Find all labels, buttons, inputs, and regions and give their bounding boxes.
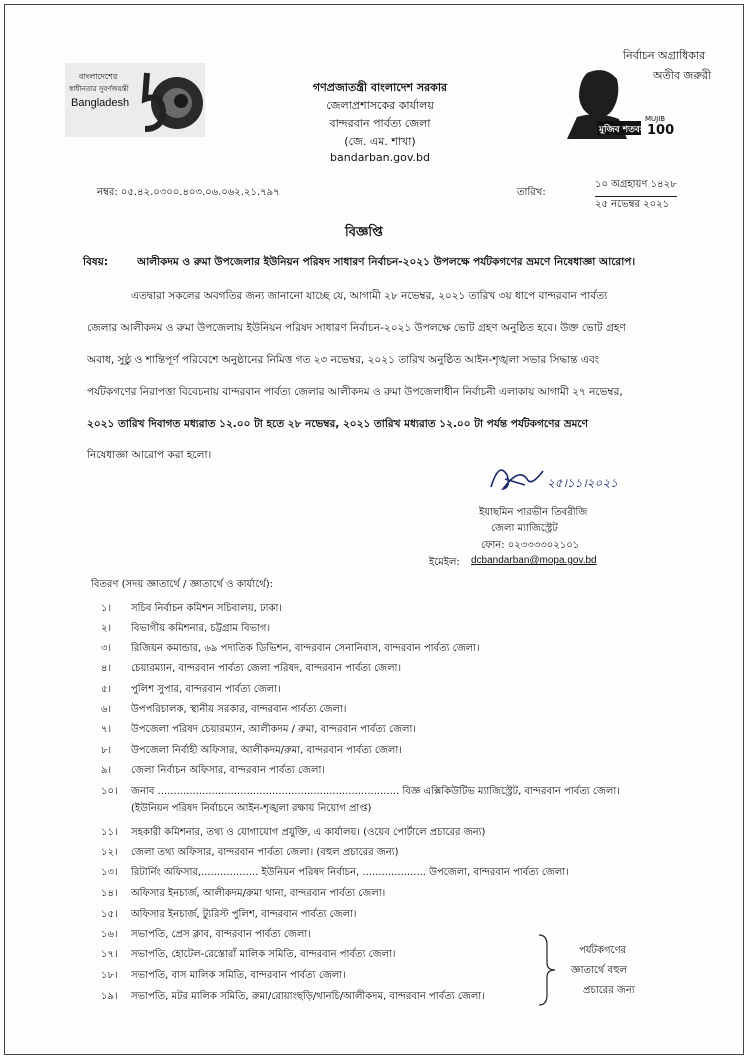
body-line-1: এতদ্বারা সকলের অবগতির জন্য জানানো যাচ্ছে যে, আগামী ২৮ নভেম্বর, ২০২১ তারিখ ৩য় ধাপে বান্দরবান পার্বত্য <box>131 290 608 302</box>
distribution-item: ১৮। সভাপতি, বাস মালিক সমিতি, বান্দরবান পার্বত্য জেলা। <box>101 970 346 981</box>
signatory-name: ইয়াছমিন পারভীন তিবরীজি <box>479 507 588 518</box>
handwritten-signature <box>485 457 555 501</box>
subject-text: আলীকদম ও রুমা উপজেলার ইউনিয়ন পরিষদ সাধারণ নির্বাচন-২০২১ উপলক্ষে পর্যটকগণের ভ্রমণে নিষেধাজ্ঞা আরোপ। <box>137 256 636 268</box>
email-label: ইমেইল: <box>429 557 460 568</box>
distribution-item: ৯। জেলা নির্বাচন অফিসার, বান্দরবান পার্বত্য জেলা। <box>101 765 325 776</box>
distribution-item: ১০। জনাব ............................................................................ বিজ্ঞ এক্সিকিউটিভ ম্যাজিস্ট্রেট, বান্দরবান পার্বত্য জেলা। <box>101 786 620 797</box>
memo-number-row <box>97 185 280 202</box>
distribution-item: ৮। উপজেলা নির্বাহী অফিসার, আলীকদম/রুমা, বান্দরবান পার্বত্য জেলা। <box>101 745 402 756</box>
signatory-designation: জেলা ম্যাজিস্ট্রেট <box>491 523 558 534</box>
signatory-phone: ফোন: ০২৩৩৩৩০২১০১ <box>481 540 580 551</box>
logo-left-text-3: Bangladesh <box>71 97 130 109</box>
date-english: ২৫ নভেম্বর ২০২১ <box>595 199 670 210</box>
logo-left-text-1: বাংলাদেশের <box>79 72 118 81</box>
office-name: জেলাপ্রশাসকের কার্যালয় <box>326 99 434 112</box>
govt-name: গণপ্রজাতন্ত্রী বাংলাদেশ সরকার <box>312 81 448 94</box>
body-line-2: জেলার আলীকদম ও রুমা উপজেলায় ইউনিয়ন পরিষদ সাধারণ নির্বাচন-২০২১ উপলক্ষে ভোট গ্রহণ অনুষ্ঠিত হবে। উক্ত ভোট গ্রহণ <box>87 322 626 334</box>
distribution-item: ১৬। সভাপতি, প্রেস ক্লাব, বান্দরবান পার্বত্য জেলা। <box>101 929 311 940</box>
priority-line-1: নির্বাচন অগ্রাধিকার <box>623 49 706 62</box>
logo-right-text: মুজিব শতবর্ষ <box>599 125 645 135</box>
website: bandarban.gov.bd <box>330 151 430 164</box>
distribution-item: ১৪। অফিসার ইনচার্জ, আলীকদম/রুমা থানা, বান্দরবান পার্বত্য জেলা। <box>101 888 386 899</box>
distribution-item: ১২। জেলা তথ্য অফিসার, বান্দরবান পার্বত্য জেলা। (বহুল প্রচারের জন্য) <box>101 847 399 858</box>
body-line-4: পর্যটকগণের নিরাপত্তা বিবেচনায় বান্দরবান পার্বত্য জেলার আলীকদম ও রুমা উপজেলাধীন নির্বাচনী এলাকায় আগামী ২৭ নভেম্বর, <box>87 386 623 398</box>
district-name: বান্দরবান পার্বত্য জেলা <box>329 117 431 130</box>
distribution-item: ১৩। রিটার্নিং অফিসার,.................. ইউনিয়ন পরিষদ নির্বাচন, .................... উপজেলা, বান্দরবান পার্বত্য জেলা। <box>101 867 569 878</box>
distribution-item: ৫। পুলিশ সুপার, বান্দরবান পার্বত্য জেলা। <box>101 684 281 695</box>
logo-left-text-2: স্বাধীনতার সুবর্ণজয়ন্তী <box>69 85 129 93</box>
logo-left-number <box>143 63 144 64</box>
right-brace <box>535 933 557 1011</box>
brace-note-line-1: পর্যটকগণের <box>579 945 627 956</box>
distribution-item: ৪। চেয়ারম্যান, বান্দরবান পার্বত্য জেলা পরিষদ, বান্দরবান পার্বত্য জেলা। <box>101 663 402 674</box>
distribution-heading: বিতরণ (সদয় জ্ঞাতার্থে / জ্ঞাতার্থে ও কার্যার্থে): <box>91 579 273 590</box>
handwritten-date: ২৫।১১।২০২১ <box>547 476 618 490</box>
branch-name: (জে. এম. শাখা) <box>344 135 416 148</box>
logo-right-number: 100 <box>647 123 675 138</box>
priority-line-2: অতীব জরুরী <box>653 69 712 82</box>
brace-note-line-2: জ্ঞাতার্থে বহুল <box>571 965 627 976</box>
distribution-item: ৭। উপজেলা পরিষদ চেয়ারম্যান, আলীকদম / রুমা, বান্দরবান পার্বত্য জেলা। <box>101 724 416 735</box>
memo-number: ০৫.৪২.০৩০০.৪০৩.০৬.০৬২.২১.৭৯৭ <box>120 187 280 198</box>
mujib-centenary-logo <box>557 65 707 143</box>
body-line-6: নিষেধাজ্ঞা আরোপ করা হলো। <box>87 449 212 461</box>
signatory-email[interactable]: dcbandarban@mopa.gov.bd <box>471 555 597 566</box>
subject-label: বিষয়: <box>83 256 109 268</box>
document-page <box>4 4 744 1055</box>
distribution-item: ১৭। সভাপতি, হোটেল-রেস্তোরাঁ মালিক সমিতি, বান্দরবান পার্বত্য জেলা। <box>101 949 396 960</box>
distribution-item: ১৫। অফিসার ইনচার্জ, ট্যুরিস্ট পুলিশ, বান্দরবান পার্বত্য জেলা। <box>101 909 357 920</box>
golden-jubilee-logo <box>65 63 205 137</box>
logo-right-small: MUJIB <box>645 115 666 123</box>
date-label: তারিখ: <box>517 187 546 198</box>
distribution-item: ১১। সহকারী কমিশনার, তথ্য ও যোগাযোগ প্রযুক্তি, এ কার্যালয়। (ওয়েব পোর্টালে প্রচারের জন্য) <box>101 827 486 838</box>
distribution-item: ৬। উপপরিচালক, স্থানীয় সরকার, বান্দরবান পার্বত্য জেলা। <box>101 704 347 715</box>
memo-label: নম্বর: <box>97 187 118 198</box>
distribution-item: ১৯। সভাপতি, মটর মালিক সমিতি, রুমা/রোয়াংছড়ি/থানচি/আলীকদম, বান্দরবান পার্বত্য জেলা। <box>101 991 485 1002</box>
notice-title: বিজ্ঞপ্তি <box>345 225 383 240</box>
distribution-item-note: (ইউনিয়ন পরিষদ নির্বাচনে আইন-শৃঙ্খলা রক্ষায় নিয়োগ প্রাপ্ত) <box>131 803 372 814</box>
distribution-item: ১। সচিব নির্বাচন কমিশন সচিবালয়, ঢাকা। <box>101 603 282 614</box>
body-line-5: ২০২১ তারিখ দিবাগত মধ্যরাত ১২.০০ টা হতে ২৮ নভেম্বর, ২০২১ তারিখ মধ্যরাত ১২.০০ টা পর্যন্ত পর্যটকগণের ভ্রমণে <box>87 418 588 430</box>
distribution-item: ৩। রিজিয়ন কমান্ডার, ৬৯ পদাতিক ডিভিশন, বান্দরবান সেনানিবাস, বান্দরবান পার্বত্য জেলা। <box>101 643 480 654</box>
body-line-3: অবাধ, সুষ্ঠু ও শান্তিপূর্ণ পরিবেশে অনুষ্ঠানের নিমিত্ত গত ২৩ নভেম্বর, ২০২১ তারিখ অনুষ্ঠিত আইন-শৃঙ্খলা সভার সিদ্ধান্ত এবং <box>87 354 600 366</box>
brace-note-line-3: প্রচারের জন্য <box>583 985 635 996</box>
distribution-item: ২। বিভাগীয় কমিশনার, চট্টগ্রাম বিভাগ। <box>101 623 271 634</box>
date-bangla: ১০ অগ্রহায়ণ ১৪২৮ <box>595 177 677 197</box>
